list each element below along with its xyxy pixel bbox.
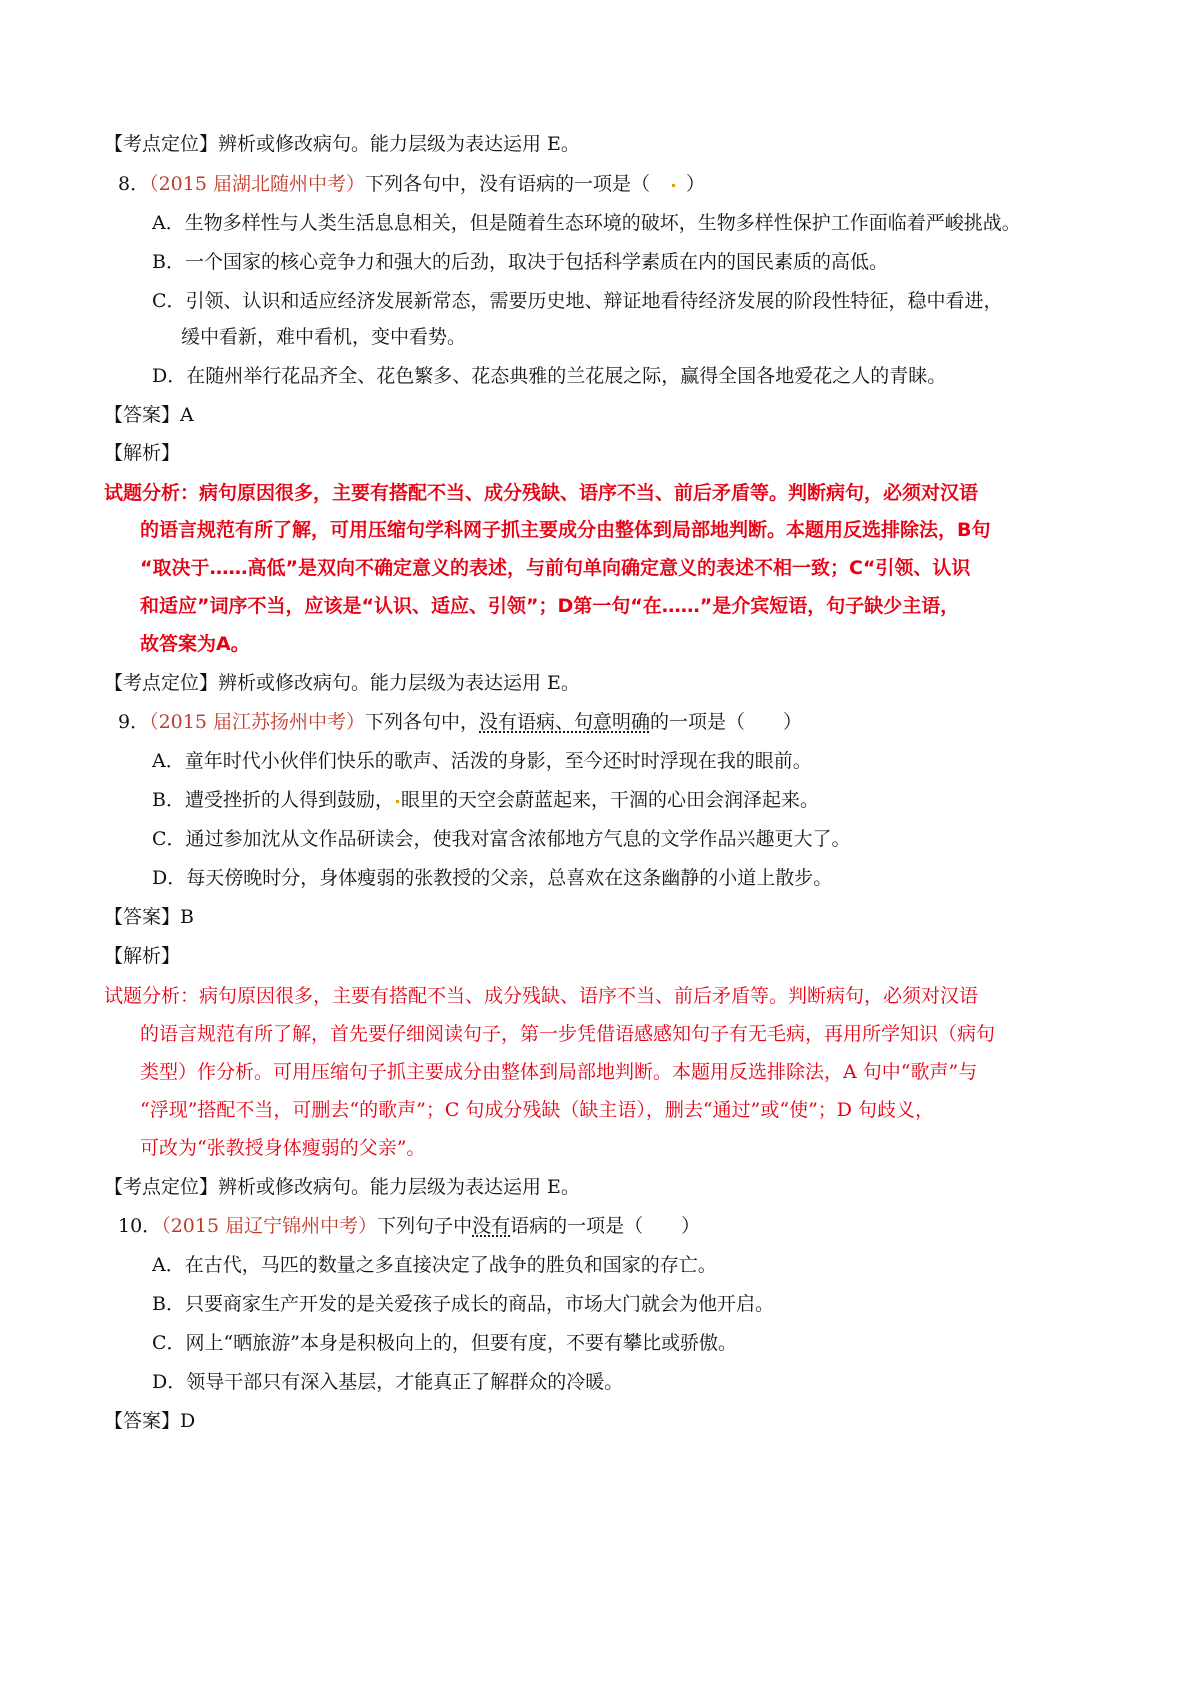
q8-kaodian: 【考点定位】辨析或修改病句。能力层级为表达运用 E。: [104, 672, 580, 694]
q9-analysis-line-3: 类型）作分析。可用压缩句子抓主要成分由整体到局部地判断。本题用反选排除法，A 句中“歌声”与: [140, 1061, 978, 1083]
q9-analysis-line-5: 可改为“张教授身体瘦弱的父亲”。: [140, 1137, 426, 1159]
q8-option-c-line2: 缓中看新，难中看机，变中看势。: [181, 326, 467, 348]
kaodian-line-top: [104, 132, 580, 156]
question-number: 8．: [118, 173, 150, 195]
q9-option-b-part2: 眼里的天空会蔚蓝起来，干涸的心田会润泽起来。: [400, 789, 819, 811]
q9-jiexi-label: 【解析】: [104, 945, 181, 967]
speck-mark: [396, 800, 399, 803]
q9-option-b-part1: B．遭受挫折的人得到鼓励，: [152, 789, 394, 811]
q9-analysis-line-4: “浮现”搭配不当，可删去“的歌声”；C 句成分残缺（缺主语），删去“通过”或“使”；D 句歧义，: [140, 1099, 935, 1121]
question-source: （2015 届辽宁锦州中考）: [161, 1215, 378, 1237]
question-stem-emphasis: 没有语病、句意明确: [479, 711, 651, 733]
q10-option-c: C．网上“晒旅游”本身是积极向上的，但要有度，不要有攀比或骄傲。: [152, 1332, 737, 1354]
question-number: 10．: [118, 1215, 162, 1237]
question-stem-part-c: 的一项是（ ）: [650, 711, 803, 733]
question-stem-emphasis: 没有: [472, 1215, 511, 1237]
question-8-stem: [118, 172, 705, 196]
q10-answer: 【答案】D: [104, 1410, 196, 1432]
question-stem-part-a: 下列各句中，: [365, 711, 480, 733]
q8-jiexi-label: 【解析】: [104, 442, 181, 464]
q8-analysis-line-3: “取决于……高低”是双向不确定意义的表述，与前句单向确定意义的表述不相一致；C“引领、认识: [140, 557, 971, 579]
q10-option-b: B．只要商家生产开发的是关爱孩子成长的商品，市场大门就会为他开启。: [152, 1293, 774, 1315]
q8-option-d: D．在随州举行花品齐全、花色繁多、花态典雅的兰花展之际，赢得全国各地爱花之人的青睐。: [152, 365, 947, 387]
q9-option-a: A．童年时代小伙伴们快乐的歌声、活泼的身影，至今还时时浮现在我的眼前。: [152, 750, 812, 772]
q9-analysis-line-1: 试题分析：病句原因很多，主要有搭配不当、成分残缺、语序不当、前后矛盾等。判断病句，必须对汉语: [104, 985, 979, 1007]
q9-answer: 【答案】B: [104, 906, 194, 928]
q8-answer: 【答案】A: [104, 404, 194, 426]
kaodian-text: 【考点定位】辨析或修改病句。能力层级为表达运用 E。: [104, 133, 580, 155]
q9-option-b: [152, 788, 819, 812]
blank-paren: [650, 172, 686, 196]
q8-analysis-line-2: 的语言规范有所了解，可用压缩句学科网子抓主要成分由整体到局部地判断。本题用反选排除法，B句: [140, 519, 991, 541]
q8-option-b: B．一个国家的核心竞争力和强大的后劲，取决于包括科学素质在内的国民素质的高低。: [152, 251, 888, 273]
q8-option-a: A．生物多样性与人类生活息息相关，但是随着生态环境的破坏，生物多样性保护工作面临着严峻挑战。: [152, 212, 1021, 234]
question-stem-end: ）: [686, 173, 706, 195]
q9-analysis-line-2: 的语言规范有所了解，首先要仔细阅读句子，第一步凭借语感感知句子有无毛病，再用所学知识（病句: [140, 1023, 996, 1045]
q8-option-c-line1: C．引领、认识和适应经济发展新常态，需要历史地、辩证地看待经济发展的阶段性特征，稳中看进，: [152, 290, 1003, 312]
question-stem-part-a: 下列句子中: [377, 1215, 473, 1237]
question-source: （2015 届江苏扬州中考）: [149, 711, 365, 733]
q8-analysis-line-1: 试题分析：病句原因很多，主要有搭配不当、成分残缺、语序不当、前后矛盾等。判断病句，必须对汉语: [104, 482, 979, 504]
q8-analysis-line-4: 和适应”词序不当，应该是“认识、适应、引领”；D第一句“在……”是介宾短语，句子缺少主语，: [140, 595, 960, 617]
q9-option-d: D．每天傍晚时分，身体瘦弱的张教授的父亲，总喜欢在这条幽静的小道上散步。: [152, 867, 833, 889]
q10-option-d: D．领导干部只有深入基层，才能真正了解群众的冷暖。: [152, 1371, 624, 1393]
question-number: 9．: [118, 711, 150, 733]
q10-option-a: A．在古代，马匹的数量之多直接决定了战争的胜负和国家的存亡。: [152, 1254, 717, 1276]
question-stem-part-c: 语病的一项是（ ）: [510, 1215, 701, 1237]
speck-mark: [672, 184, 675, 187]
question-9-stem: [118, 710, 802, 734]
question-10-stem: [118, 1214, 700, 1238]
q9-option-c: C．通过参加沈从文作品研读会，使我对富含浓郁地方气息的文学作品兴趣更大了。: [152, 828, 851, 850]
q9-kaodian: 【考点定位】辨析或修改病句。能力层级为表达运用 E。: [104, 1176, 580, 1198]
question-source: （2015 届湖北随州中考）: [149, 173, 365, 195]
q8-analysis-line-5: 故答案为A。: [140, 633, 250, 655]
question-stem: 下列各句中，没有语病的一项是（: [365, 173, 651, 195]
